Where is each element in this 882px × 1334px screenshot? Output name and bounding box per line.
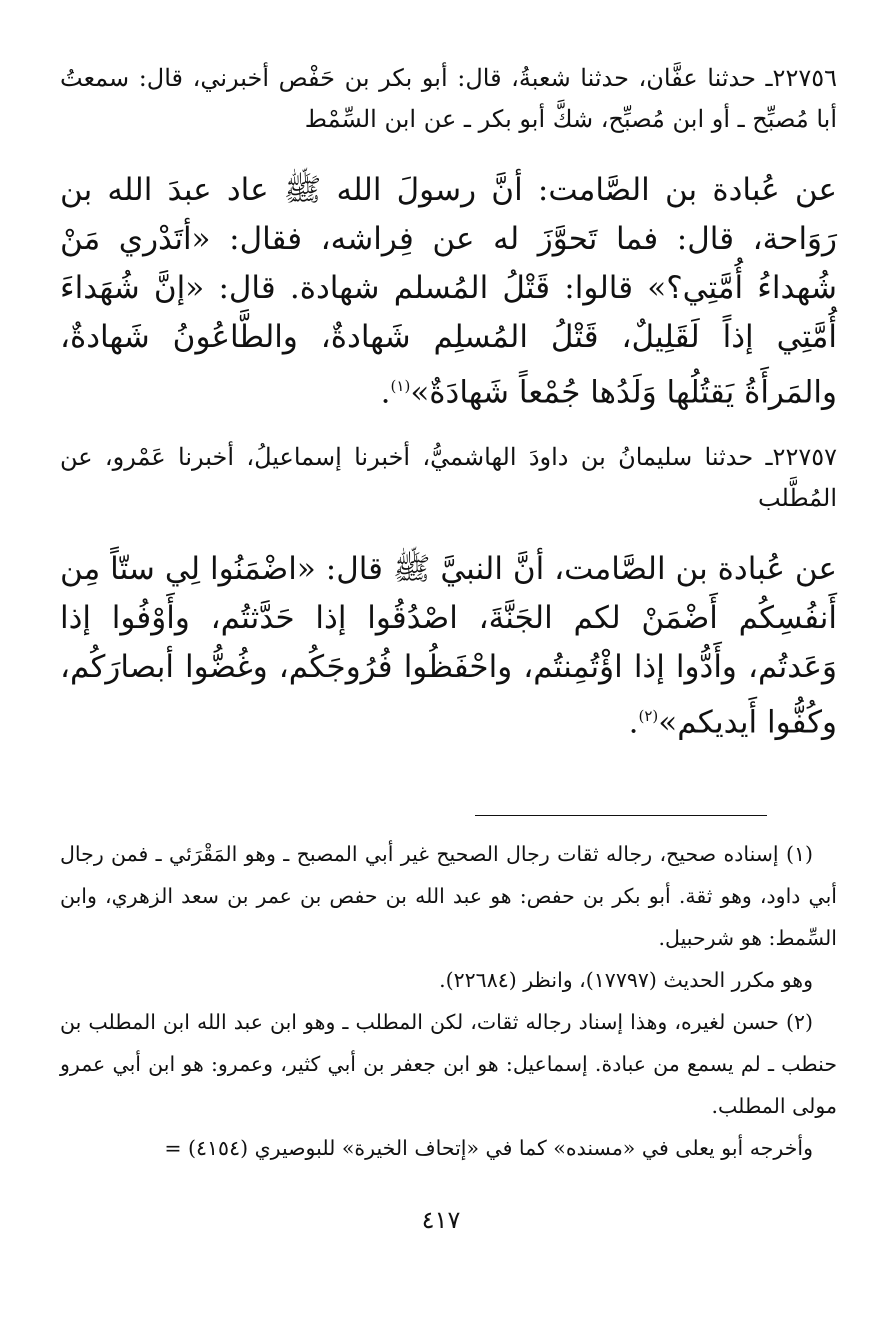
isnad-text: ٢٢٧٥٧ـ حدثنا سليمانُ بن داودَ الهاشميُّ، أخبرنا إسماعيلُ، أخبرنا عَمْرو، عن المُطَّلب bbox=[60, 443, 837, 512]
hadith-22756-isnad bbox=[60, 58, 837, 140]
matn-paragraph: عن عُبادة بن الصَّامت، أنَّ النبيَّ ﷺ قال: «اضْمَنُوا لِي ستّاً مِن أَنفُسِكُم أَضْمَنْ لكم الجَنَّةَ، اصْدُقُوا إذا حَدَّثتُم، وأَوْفُوا إذا وَعَدتُم، وأَدُّوا إذا اؤْتُمِنتُم، واحْفَظُوا فُرُوجَكُم، وغُضُّوا أبصارَكُم، وكُفُّوا أَيديكم»$^{(٢)}$. bbox=[60, 551, 838, 741]
matn-text-start: عن عُبادة بن الصَّامت: أنَّ رسولَ الله bbox=[336, 172, 837, 208]
footnote-separator bbox=[475, 815, 767, 816]
matn-paragraph: عن عُبادة بن الصَّامت: أنَّ رسولَ الله ﷺ عاد عبدَ الله بن رَوَاحة، قال: فما تَحوَّزَ له عن فِراشه، فقال: «أتَدْري مَنْ شُهداءُ أُمَّتِي؟» قالوا: قَتْلُ المُسلم شهادة. قال: «إنَّ شُهَداءَ أُمَّتِي إذاً لَقَلِيلٌ، قَتْلُ المُسلِم شَهادةٌ، والطَّاعُونُ شَهادةٌ، والمَرأَةُ يَقتُلُها وَلَدُها جُمْعاً شَهادَةٌ»$^{(١)}$. bbox=[60, 172, 837, 411]
salawat-glyph: ﷺ bbox=[392, 551, 431, 587]
hadith-22757-isnad bbox=[60, 437, 837, 519]
footnote-1-crossref: وهو مكرر الحديث (١٧٧٩٧)، وانظر (٢٢٦٨٤). bbox=[439, 968, 813, 992]
footnote-2-crossref: وأخرجه أبو يعلى في «مسنده» كما في «إتحاف الخيرة» للبوصيري (٤١٥٤) = bbox=[164, 1136, 813, 1160]
hadith-22756-matn bbox=[60, 166, 837, 417]
footnotes bbox=[60, 833, 837, 1169]
page-number: ٤١٧ bbox=[421, 1206, 461, 1234]
matn-text-end: عاد عبدَ الله بن رَوَاحة، قال: فما تَحوَّزَ له عن فِراشه، فقال: «أتَدْري مَنْ شُهداءُ أُمَّتِي؟» قالوا: قَتْلُ المُسلم شهادة. قال: «إنَّ شُهَداءَ أُمَّتِي إذاً لَقَلِيلٌ، قَتْلُ المُسلِم شَهادةٌ، والطَّاعُونُ شَهادةٌ، والمَرأَةُ يَقتُلُها وَلَدُها جُمْعاً شَهادَةٌ» bbox=[60, 172, 837, 411]
footnote-2: (٢) حسن لغيره، وهذا إسناد رجاله ثقات، لكن المطلب ـ وهو ابن عبد الله ابن المطلب بن حنطب ـ لم يسمع من عبادة. إسماعيل: هو ابن جعفر بن أبي كثير، وعمرو: هو ابن أبي عمرو مولى المطلب. bbox=[60, 1010, 837, 1118]
isnad-text: ٢٢٧٥٦ـ حدثنا عفَّان، حدثنا شعبةُ، قال: أبو بكر بن حَفْص أخبرني، قال: سمعتُ أبا مُصبِّح ـ أو ابن مُصبِّح، شكَّ أبو بكر ـ عن ابن السِّمْط bbox=[60, 64, 837, 133]
salawat-glyph: ﷺ bbox=[283, 172, 322, 208]
matn-text-start: عن عُبادة بن الصَّامت، أنَّ النبيَّ bbox=[440, 551, 838, 587]
footnote-ref-1[interactable]: (١) bbox=[390, 377, 411, 395]
matn-text-end: قال: «اضْمَنُوا لِي ستّاً مِن أَنفُسِكُم أَضْمَنْ لكم الجَنَّةَ، اصْدُقُوا إذا حَدَّثتُم، وأَوْفُوا إذا وَعَدتُم، وأَدُّوا إذا اؤْتُمِنتُم، واحْفَظُوا فُرُوجَكُم، وغُضُّوا أبصارَكُم، وكُفُّوا أَيديكم» bbox=[60, 551, 837, 741]
footnote-ref-2[interactable]: (٢) bbox=[638, 707, 659, 725]
footnote-1: (١) إسناده صحيح، رجاله ثقات رجال الصحيح غير أبي المصبح ـ وهو المَقْرَئي ـ فمن رجال أبي داود، وهو ثقة. أبو بكر بن حفص: هو عبد الله بن حفص بن عمر بن سعد الزهري، وابن السِّمط: هو شرحبيل. bbox=[60, 842, 837, 950]
hadith-22757-matn bbox=[60, 545, 837, 747]
